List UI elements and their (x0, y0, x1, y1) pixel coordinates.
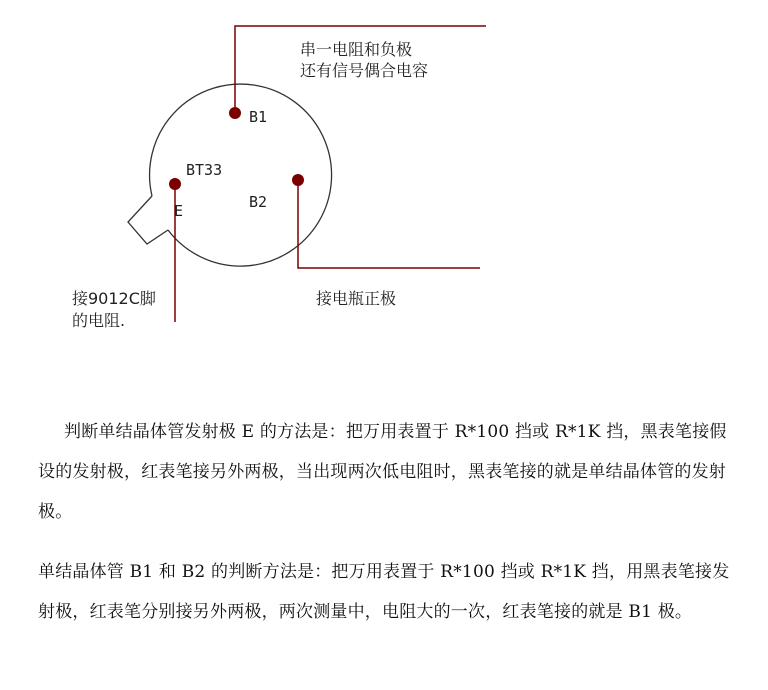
pin-label-e: E (174, 202, 184, 220)
emitter-identification-paragraph: 判断单结晶体管发射极 E 的方法是：把万用表置于 R*100 挡或 R*1K 挡，黑表笔接假设的发射极，红表笔接另外两极，当出现两次低电阻时，黑表笔接的就是单结晶体管的发射极。 (38, 422, 727, 522)
b1-note-line2: 还有信号偶合电容 (300, 61, 429, 80)
b2-lead-wire (298, 180, 480, 268)
b2-note: 接电瓶正极 (316, 289, 397, 308)
pin-label-b1: B1 (249, 108, 268, 126)
e-note-line1: 接9012C脚 (72, 289, 156, 308)
pin-label-b2: B2 (249, 193, 268, 211)
e-note-line2: 的电阻. (72, 311, 126, 330)
pin-e-dot (169, 178, 181, 190)
b1-note-line1: 串一电阻和负极 (300, 40, 413, 59)
pin-b1-dot (229, 107, 241, 119)
base-identification-paragraph: 单结晶体管 B1 和 B2 的判断方法是：把万用表置于 R*100 挡或 R*1K 挡，用黑表笔接发射极，红表笔分别接另外两极，两次测量中，电阻大的一次，红表笔接的就是 B1 极。 (38, 562, 730, 622)
package-tab (128, 196, 168, 244)
part-number-label: BT33 (186, 161, 223, 179)
pin-b2-dot (292, 174, 304, 186)
